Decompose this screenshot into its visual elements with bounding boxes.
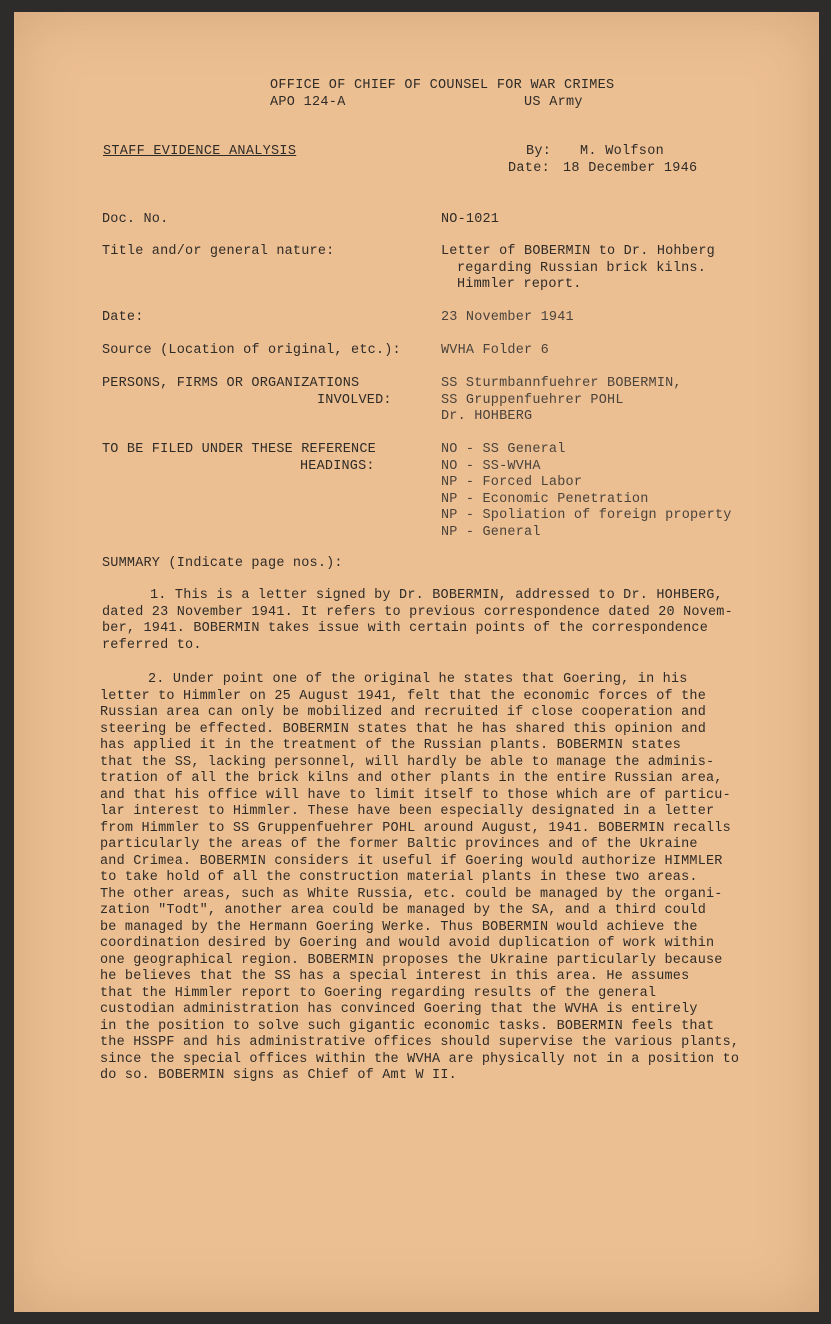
prepared-date: 18 December 1946	[563, 161, 698, 176]
paragraph-line: and Crimea. BOBERMIN considers it useful if Goering would authorize HIMMLER	[100, 853, 723, 869]
heading-line: NP - Economic Penetration	[441, 491, 649, 507]
paragraph-line: ber, 1941. BOBERMIN takes issue with certain points of the correspondence	[102, 621, 708, 636]
paragraph-line: since the special offices within the WVHA are physically not in a position to	[100, 1051, 740, 1067]
heading-line: NP - General	[441, 524, 541, 540]
paragraph-line: 1. This is a letter signed by Dr. BOBERMIN, addressed to Dr. HOHBERG,	[150, 588, 723, 603]
author-name: M. Wolfson	[580, 144, 665, 159]
paragraph-line: dated 23 November 1941. It refers to previous correspondence dated 20 Novem-	[102, 604, 733, 620]
heading-line: NP - Spoliation of foreign property	[441, 508, 732, 523]
heading-line: NP - Forced Labor	[441, 475, 583, 490]
document-page	[14, 12, 819, 1312]
heading-line: NO - SS General	[441, 442, 566, 457]
title-nature-label: Title and/or general nature:	[102, 244, 335, 259]
paragraph-line: coordination desired by Goering and would avoid duplication of work within	[100, 936, 715, 951]
paragraph-line: the HSSPF and his administrative offices should supervise the various plants,	[100, 1035, 740, 1050]
army-label: US Army	[524, 95, 583, 110]
persons-label-line: PERSONS, FIRMS OR ORGANIZATIONS	[102, 376, 360, 391]
by-label: By:	[526, 144, 552, 159]
persons-line: SS Sturmbannfuehrer BOBERMIN,	[441, 376, 682, 391]
paragraph-line: letter to Himmler on 25 August 1941, felt that the economic forces of the	[100, 688, 706, 704]
paragraph-line: one geographical region. BOBERMIN proposes the Ukraine particularly because	[100, 952, 723, 968]
doc-no-value: NO-1021	[441, 212, 500, 227]
source-value: WVHA Folder 6	[441, 343, 549, 358]
headings-label	[102, 442, 376, 475]
persons-label-line: INVOLVED:	[317, 392, 392, 408]
heading-line: NO - SS-WVHA	[441, 458, 541, 474]
paragraph-line: Russian area can only be mobilized and recruited if close cooperation and	[100, 705, 706, 720]
prepared-date-label: Date:	[508, 161, 551, 176]
paragraph-line: lar interest to Himmler. These have been especially designated in a letter	[100, 804, 715, 819]
paragraph-line: The other areas, such as White Russia, etc. could be managed by the organi-	[100, 886, 723, 902]
paragraph-line: to take hold of all the construction material plants in these two areas.	[100, 870, 698, 885]
source-label: Source (Location of original, etc.):	[102, 343, 401, 358]
paragraph-line: steering be effected. BOBERMIN states that he has shared this opinion and	[100, 721, 706, 737]
persons-label	[102, 376, 392, 409]
paragraph-line: he believes that the SS has a special interest in this area. He assumes	[100, 969, 690, 984]
title-nature-line: Himmler report.	[457, 277, 582, 292]
paragraph-line: and that his office will have to limit itself to those which are of particu-	[100, 787, 731, 803]
paragraph-line: in the position to solve such gigantic economic tasks. BOBERMIN feels that	[100, 1018, 715, 1034]
title-nature-value	[441, 244, 715, 294]
headings-label-line: TO BE FILED UNDER THESE REFERENCE	[102, 442, 376, 457]
headings-label-line: HEADINGS:	[300, 458, 375, 474]
date-value: 23 November 1941	[441, 310, 574, 325]
paragraph-line: referred to.	[102, 637, 202, 653]
summary-paragraph-1	[102, 588, 733, 654]
paragraph-line: 2. Under point one of the original he states that Goering, in his	[148, 672, 688, 687]
title-nature-line: regarding Russian brick kilns.	[457, 260, 707, 276]
persons-line: SS Gruppenfuehrer POHL	[441, 392, 624, 408]
page-title: STAFF EVIDENCE ANALYSIS	[103, 144, 297, 159]
date-label: Date:	[102, 310, 144, 325]
paragraph-line: from Himmler to SS Gruppenfuehrer POHL around August, 1941. BOBERMIN recalls	[100, 820, 731, 836]
paragraph-line: custodian administration has convinced Goering that the WVHA is entirely	[100, 1002, 698, 1017]
apo-number: APO 124-A	[270, 95, 346, 110]
paragraph-line: be managed by the Hermann Goering Werke. Thus BOBERMIN would achieve the	[100, 919, 698, 935]
doc-no-label: Doc. No.	[102, 212, 169, 227]
office-heading: OFFICE OF CHIEF OF COUNSEL FOR WAR CRIMES	[270, 78, 615, 93]
paragraph-line: do so. BOBERMIN signs as Chief of Amt W II.	[100, 1068, 457, 1083]
title-nature-line: Letter of BOBERMIN to Dr. Hohberg	[441, 244, 715, 259]
paragraph-line: has applied it in the treatment of the Russian plants. BOBERMIN states	[100, 738, 682, 753]
headings-value	[441, 442, 732, 541]
paragraph-line: that the Himmler report to Goering regarding results of the general	[100, 985, 657, 1001]
paragraph-line: tration of all the brick kilns and other plants in the entire Russian area,	[100, 771, 723, 786]
paragraph-line: particularly the areas of the former Baltic provinces and of the Ukraine	[100, 837, 698, 852]
summary-label: SUMMARY (Indicate page nos.):	[102, 556, 343, 571]
persons-value	[441, 376, 682, 426]
paragraph-line: that the SS, lacking personnel, will hardly be able to manage the adminis-	[100, 754, 715, 770]
paragraph-line: zation "Todt", another area could be managed by the SA, and a third could	[100, 903, 706, 918]
summary-paragraph-2	[100, 672, 739, 1085]
persons-line: Dr. HOHBERG	[441, 409, 533, 424]
